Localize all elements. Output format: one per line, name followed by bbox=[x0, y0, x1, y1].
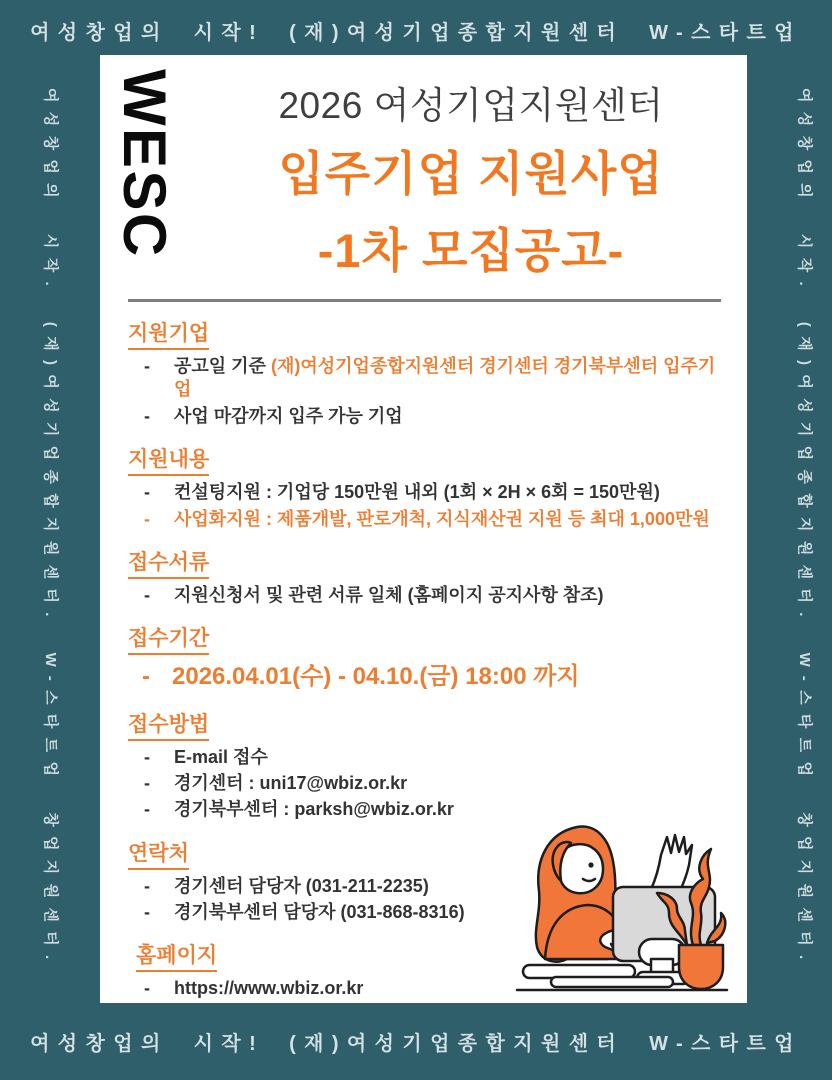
bullet-item-email bbox=[128, 772, 723, 795]
content-card bbox=[100, 55, 747, 1003]
title-main-line: 입주기업 지원사업 bbox=[278, 147, 664, 200]
application-period-date bbox=[128, 661, 723, 692]
bullet-item bbox=[128, 746, 723, 769]
section-support-content bbox=[128, 443, 723, 531]
section-title: 접수기간 bbox=[128, 622, 209, 655]
item-text: 경기북부센터 담당자 (031-868-8316) bbox=[174, 902, 465, 923]
bullet-item bbox=[128, 355, 723, 402]
section-application-period bbox=[128, 622, 723, 692]
section-supported-companies bbox=[128, 317, 723, 428]
divider-line bbox=[128, 299, 721, 302]
section-submission-documents bbox=[128, 546, 723, 607]
section-title: 지원내용 bbox=[128, 443, 209, 476]
item-text: 경기북부센터 : parksh@wbiz.or.kr bbox=[174, 799, 454, 820]
banner-top: 여성창업의 시작! (재)여성기업종합지원센터 W-스타트업 bbox=[30, 22, 802, 44]
item-text: https://www.wbiz.or.kr bbox=[174, 978, 364, 999]
banner-bottom: 여성창업의 시작! (재)여성기업종합지원센터 W-스타트업 bbox=[30, 1033, 802, 1055]
bullet-item bbox=[128, 584, 723, 607]
item-text: 컨설팅지원 : 기업당 150만원 내외 (1회 × 2H × 6회 = 150만원) bbox=[174, 482, 660, 503]
bullet-item bbox=[128, 508, 723, 531]
side-text-right: 여성창업의 시작. (재)여성기업종합지원센터. W-스타트업 창업지원센터. bbox=[796, 88, 813, 969]
item-text-emphasis: 사업화지원 : 제품개발, 판로개척, 지식재산권 지원 등 최대 1,000만원 bbox=[174, 508, 710, 529]
section-title: 지원기업 bbox=[128, 317, 209, 350]
title-recruit-line: -1차 모집공고- bbox=[317, 224, 625, 277]
item-text-emphasis: (재)여성기업종합지원센터 경기센터 경기북부센터 입주기업 bbox=[174, 356, 716, 400]
item-text: 공고일 기준 bbox=[174, 356, 271, 376]
section-title: 접수방법 bbox=[128, 708, 209, 741]
side-text-left: 여성창업의 시작. (재)여성기업종합지원센터. W-스타트업 창업지원센터. bbox=[42, 88, 59, 969]
bullet-item bbox=[128, 481, 723, 504]
wesc-logo: WESC bbox=[111, 69, 178, 259]
section-application-method bbox=[128, 708, 723, 822]
section-title: 연락처 bbox=[128, 837, 189, 870]
item-text: E-mail 접수 bbox=[174, 746, 268, 767]
item-text: 지원신청서 및 관련 서류 일체 (홈페이지 공지사항 참조) bbox=[174, 584, 604, 605]
section-title: 홈페이지 bbox=[136, 939, 217, 972]
item-text: 사업 마감까지 입주 가능 기업 bbox=[174, 405, 403, 426]
item-text: 경기센터 담당자 (031-211-2235) bbox=[174, 875, 429, 896]
item-text-emphasis: 2026.04.01(수) - 04.10.(금) 18:00 까지 bbox=[172, 663, 580, 691]
title-year-line: 2026 여성기업지원센터 bbox=[278, 85, 664, 126]
title-block bbox=[195, 55, 747, 281]
bullet-item bbox=[128, 405, 723, 428]
woman-at-computer-illustration bbox=[511, 809, 733, 997]
section-title: 접수서류 bbox=[128, 546, 209, 579]
item-text: 경기센터 : uni17@wbiz.or.kr bbox=[174, 772, 408, 793]
